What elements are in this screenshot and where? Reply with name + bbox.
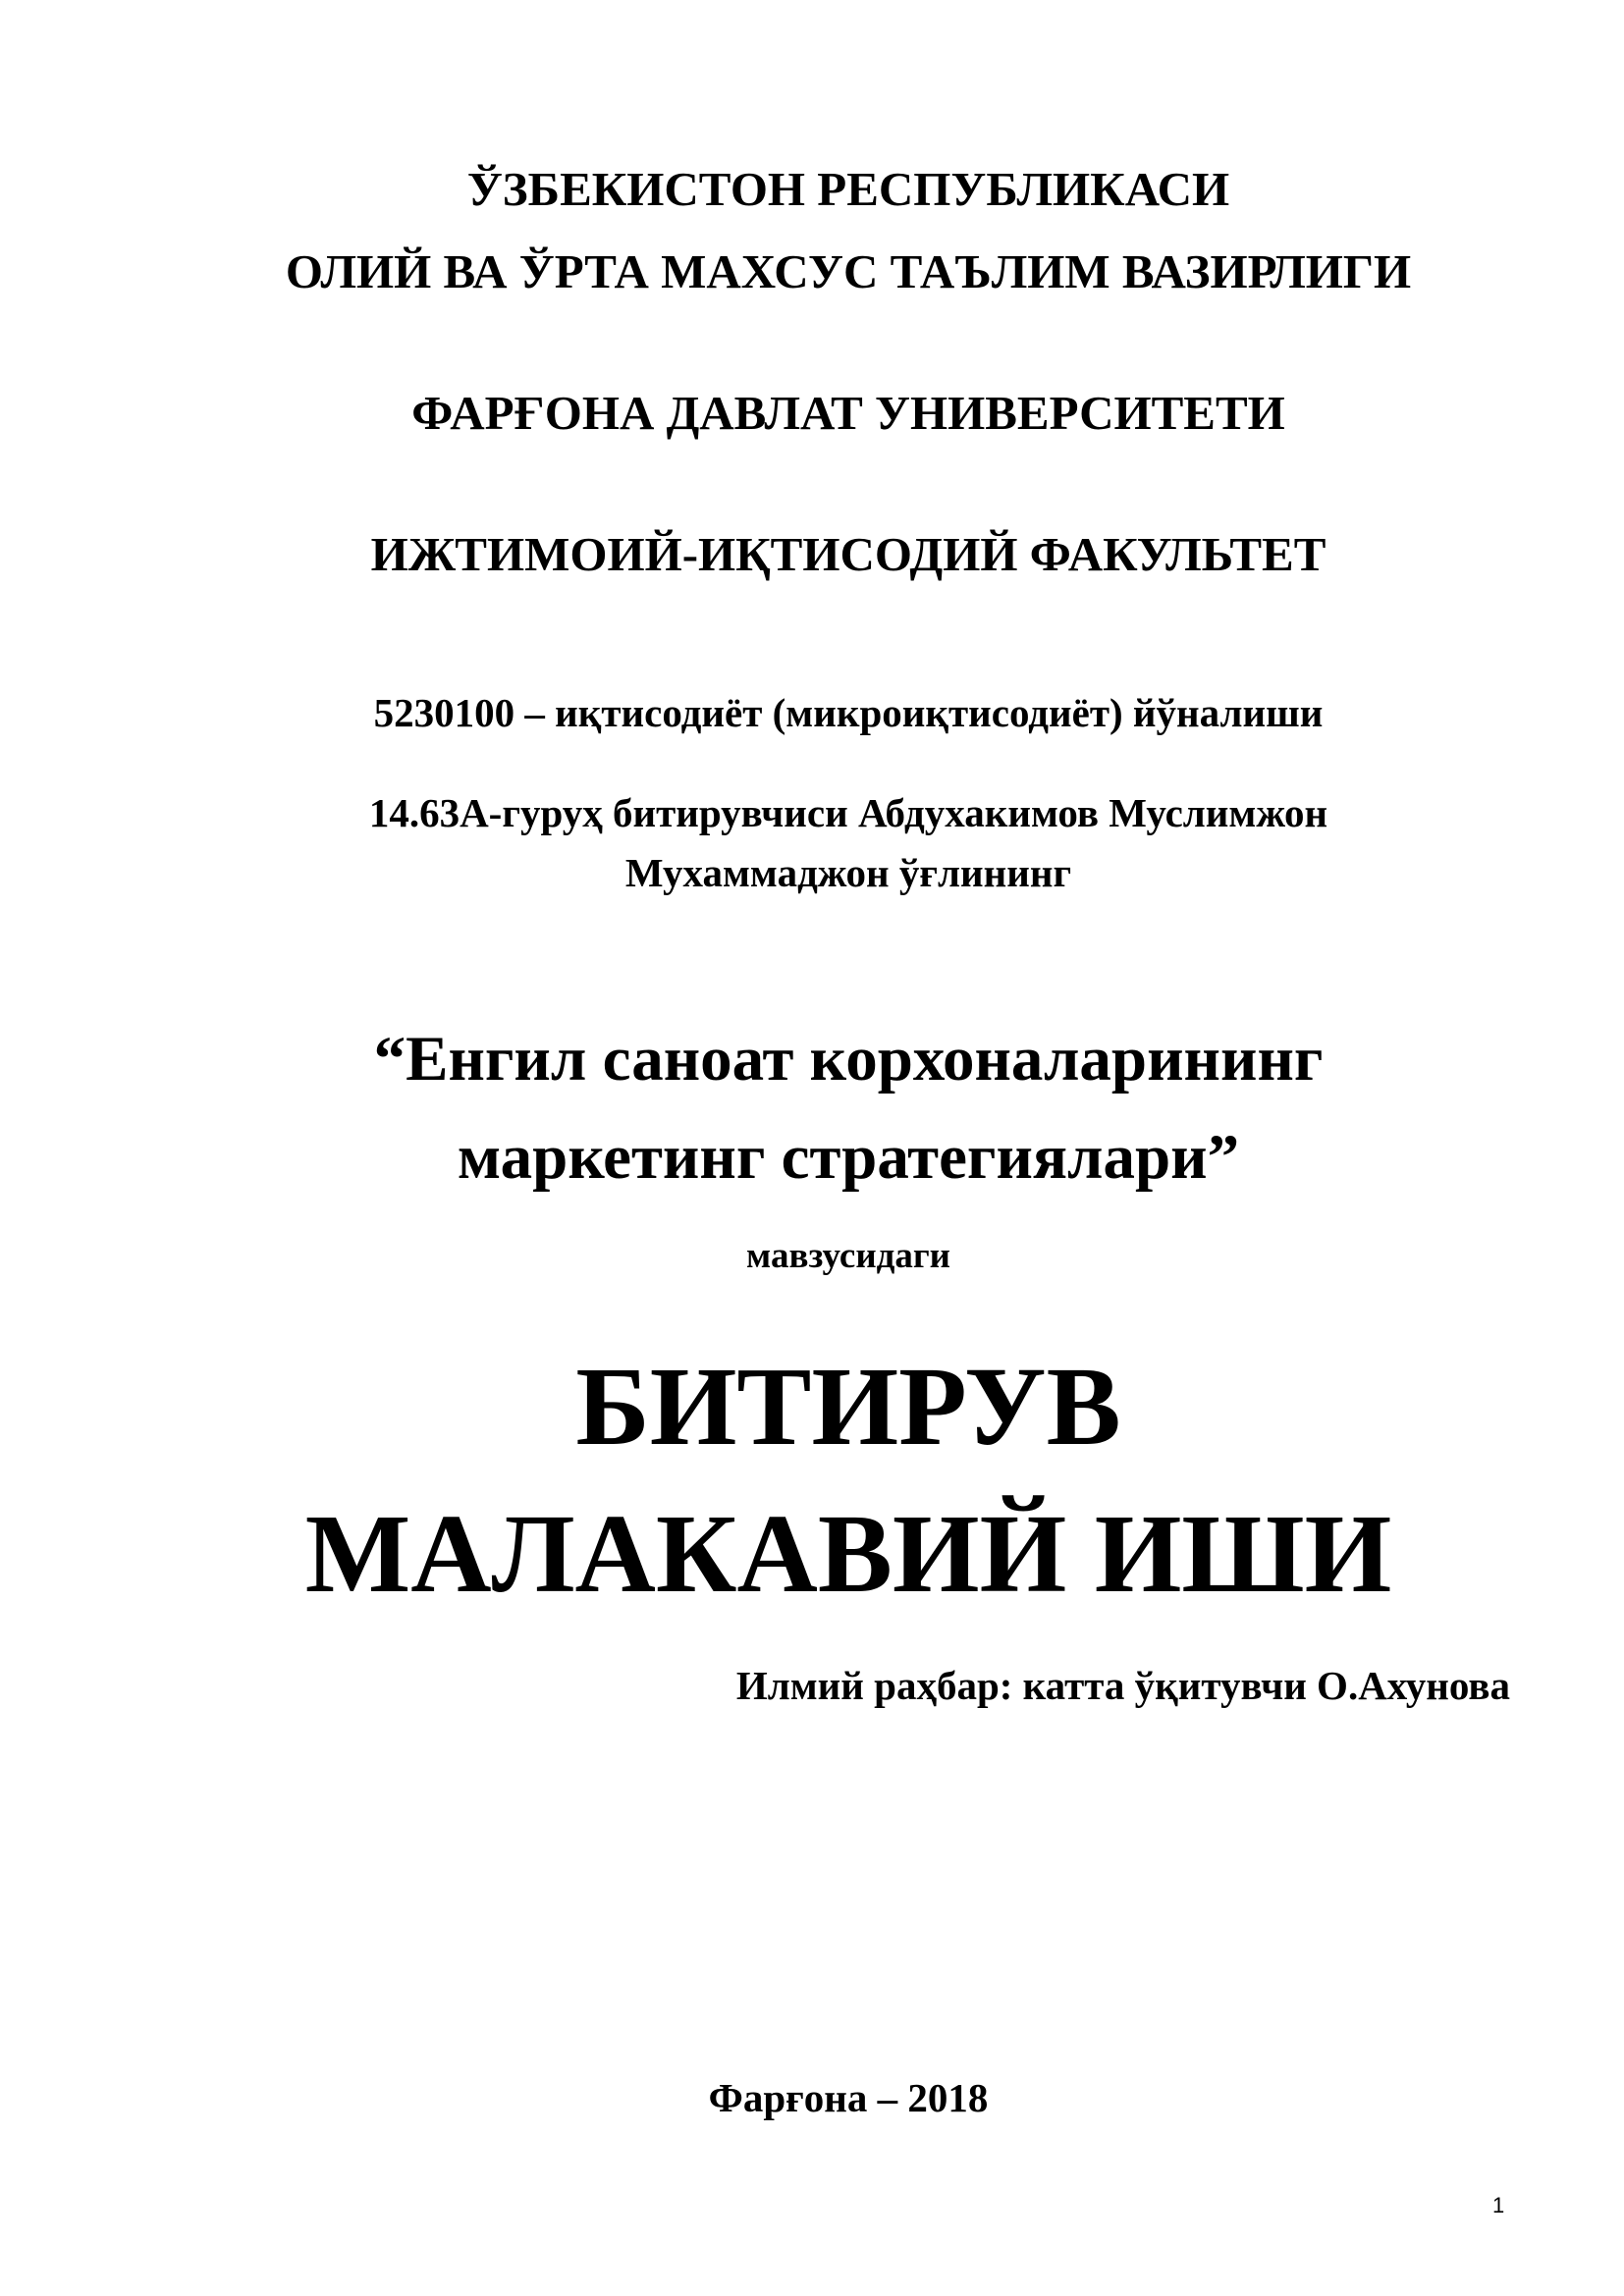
- work-type-line-1: БИТИРУВ: [575, 1344, 1121, 1468]
- ministry-line-1: ЎЗБЕКИСТОН РЕСПУБЛИКАСИ: [466, 162, 1230, 216]
- thesis-topic-line-2: маркетинг стратегиялари”: [457, 1122, 1240, 1193]
- university-name: ФАРҒОНА ДАВЛАТ УНИВЕРСИТЕТИ: [411, 386, 1285, 440]
- ministry-line-2: ОЛИЙ ВА ЎРТА МАХСУС ТАЪЛИМ ВАЗИРЛИГИ: [285, 244, 1412, 298]
- graduate-line-2: Мухаммаджон ўғлининг: [624, 850, 1072, 895]
- graduate-line-1: 14.63А-гуруҳ битирувчиси Абдухакимов Муслимжон: [368, 790, 1328, 835]
- study-direction: 5230100 – иқтисодиёт (микроиқтисодиёт) йўналиши: [373, 690, 1324, 735]
- work-type-line-2: МАЛАКАВИЙ ИШИ: [304, 1491, 1392, 1616]
- faculty-name: ИЖТИМОИЙ-ИҚТИСОДИЙ ФАКУЛЬТЕТ: [370, 527, 1326, 581]
- page-number: 1: [1492, 2193, 1505, 2217]
- scientific-supervisor: Илмий раҳбар: катта ўқитувчи О.Ахунова: [735, 1663, 1510, 1708]
- topic-label: мавзусидаги: [746, 1236, 950, 1276]
- thesis-topic-line-1: “Енгил саноат корхоналарининг: [373, 1024, 1324, 1095]
- city-and-year: Фарғона – 2018: [708, 2075, 989, 2120]
